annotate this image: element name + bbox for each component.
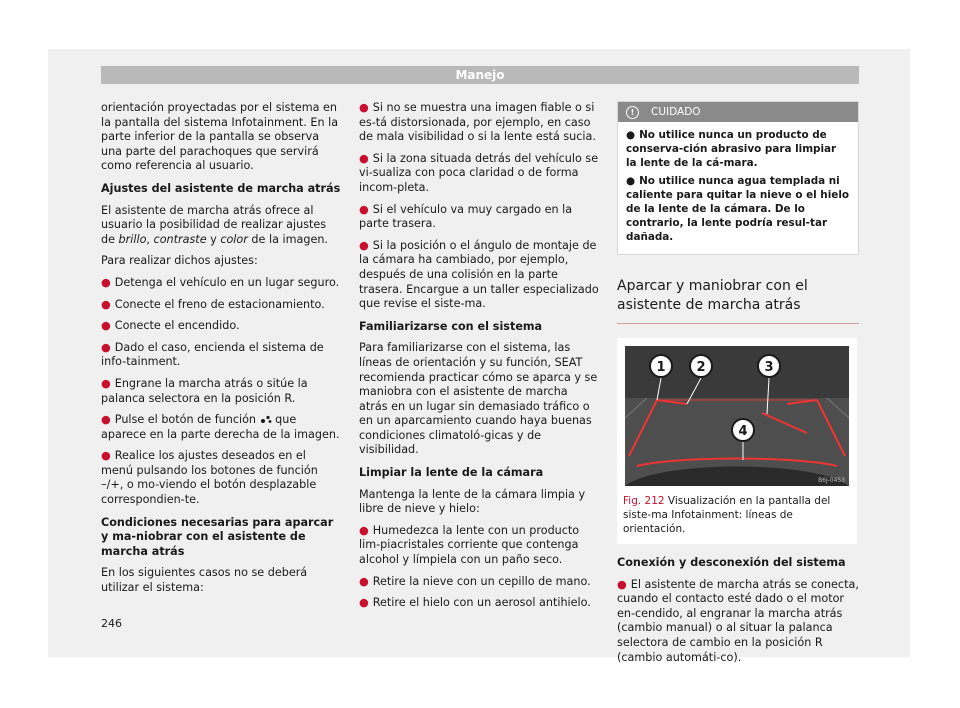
list-text: No utilice nunca agua templada ni caliente para quitar la nieve o el hielo de la lente de la cámara. De lo contrario, la lente podría resul-tar dañada. — [626, 175, 850, 243]
text: de la imagen. — [247, 232, 328, 246]
list-item — [359, 596, 599, 611]
list-text: Si el vehículo va muy cargado en la parte trasera. — [359, 202, 573, 231]
list-text: No utilice nunca un producto de conserva-ción abrasivo para limpiar la lente de la cá-mara. — [626, 129, 837, 169]
list-item — [626, 128, 850, 170]
page-number: 246 — [101, 617, 122, 630]
subheading: Limpiar la lente de la cámara — [359, 466, 544, 480]
paragraph: Para familiarizarse con el sistema, las líneas de orientación y su función, SEAT recomienda practicar cómo se aparca y se maniobra con el asistente de marcha atrás en un lugar sin demasiado tráfico o en un aparcamiento cuando haya buenas condiciones climatoló-gicas y de visibilidad. — [359, 341, 598, 457]
figure — [617, 338, 857, 544]
bullet-icon: ● — [101, 340, 111, 354]
text-italic: brillo — [118, 232, 147, 246]
camera-view-illustration — [617, 338, 857, 490]
list-text: Conecte el freno de estacionamiento. — [114, 297, 325, 311]
column-3 — [617, 101, 859, 672]
callout-2: 2 — [696, 360, 706, 375]
bullet-icon: ● — [101, 275, 111, 289]
bullet-icon: ● — [359, 101, 369, 114]
list-item — [101, 319, 341, 334]
subheading: Ajustes del asistente de marcha atrás — [101, 181, 341, 195]
text: , — [146, 232, 154, 246]
list-item — [359, 203, 599, 232]
callout-1: 1 — [656, 360, 666, 375]
warning-icon: ! — [626, 106, 639, 119]
text-italic: color — [220, 232, 248, 246]
list-item — [101, 276, 341, 291]
list-text: Si no se muestra una imagen fiable o si es-tá distorsionada, por ejemplo, en caso de mala visibilidad o si la lente está sucia. — [359, 101, 596, 144]
caution-header — [618, 102, 858, 122]
list-item — [359, 524, 599, 568]
column-2 — [359, 101, 599, 618]
bullet-icon: ● — [101, 449, 111, 463]
figure-label: Fig. 212 — [623, 495, 665, 507]
bullet-icon: ● — [359, 238, 369, 252]
subheading: Conexión y desconexión del sistema — [617, 556, 846, 569]
list-text: Retire la nieve con un cepillo de mano. — [372, 574, 591, 588]
list-item — [359, 152, 599, 196]
subheading: Condiciones necesarias para aparcar y ma-niobrar con el asistente de marcha atrás — [101, 515, 334, 558]
caption-text: Visualización en la pantalla del siste-ma Infotainment: líneas de orientación. — [623, 495, 831, 535]
figure-code: B6J-0453 — [818, 477, 845, 484]
list-item — [617, 578, 859, 666]
bullet-icon: ● — [626, 175, 636, 187]
list-item — [101, 341, 341, 370]
caution-title: CUIDADO — [651, 106, 701, 118]
bullet-icon: ● — [626, 129, 636, 141]
list-text: Dado el caso, encienda el sistema de info-tainment. — [101, 340, 324, 369]
callout-3: 3 — [764, 360, 774, 375]
list-text: Si la posición o el ángulo de montaje de la cámara ha cambiado, por ejemplo, después de una colisión en la parte trasera. Encargue a un taller especializado que revise el siste-ma. — [359, 238, 599, 311]
list-text: Retire el hielo con un aerosol antihielo. — [372, 596, 591, 610]
list-text: Pulse el botón de función — [114, 413, 260, 427]
caution-box — [617, 101, 859, 255]
list-item — [101, 413, 341, 442]
bullet-icon: ● — [101, 319, 111, 333]
page-header: Manejo — [101, 66, 859, 84]
figure-caption — [617, 490, 857, 544]
list-item — [101, 449, 341, 507]
paragraph: orientación proyectadas por el sistema en la pantalla del sistema Infotainment. En la parte inferior de la pantalla se observa una parte del parachoques que servirá como referencia al usuario. — [101, 101, 339, 173]
section-title: Aparcar y maniobrar con el asistente de marcha atrás — [617, 277, 859, 324]
bullet-icon: ● — [359, 596, 369, 610]
list-item — [101, 377, 341, 406]
list-text: Detenga el vehículo en un lugar seguro. — [114, 275, 340, 289]
bullet-icon: ● — [359, 574, 369, 588]
callout-4: 4 — [738, 424, 748, 439]
bullet-icon: ● — [617, 577, 627, 591]
list-item — [359, 101, 599, 145]
settings-function-icon — [260, 415, 272, 424]
list-item — [626, 174, 850, 244]
list-text: Humedezca la lente con un producto lim-piacristales corriente que contenga alcohol y límpiela con un paño seco. — [359, 523, 580, 567]
list-text: Realice los ajustes deseados en el menú pulsando los botones de función –/+, o mo-viendo el botón desplazable correspondien-te. — [101, 449, 318, 507]
list-text: Si la zona situada detrás del vehículo se vi-sualiza con poca claridad o de forma incom-pleta. — [359, 151, 599, 194]
bullet-icon: ● — [101, 376, 111, 390]
column-1 — [101, 101, 341, 603]
list-text: Conecte el encendido. — [114, 319, 240, 333]
paragraph: Para realizar dichos ajustes: — [101, 254, 258, 268]
text: y — [206, 232, 221, 246]
bullet-icon: ● — [359, 202, 369, 216]
paragraph: Mantenga la lente de la cámara limpia y libre de nieve y hielo: — [359, 487, 586, 516]
subheading: Familiarizarse con el sistema — [359, 319, 543, 333]
bullet-icon: ● — [359, 523, 369, 537]
caution-body — [618, 122, 858, 254]
list-text: Engrane la marcha atrás o sitúe la palanca selectora en la posición R. — [101, 376, 308, 405]
paragraph — [101, 204, 341, 248]
text-italic: contraste — [153, 232, 207, 246]
list-item — [359, 239, 599, 312]
text: El asistente de marcha atrás ofrece al usuario la posibilidad de realizar ajustes de — [101, 203, 327, 246]
list-text: que aparece en la parte derecha de la imagen. — [101, 413, 340, 441]
bullet-icon: ● — [359, 151, 369, 165]
list-item — [101, 298, 341, 313]
bullet-icon: ● — [101, 413, 111, 427]
bullet-icon: ● — [101, 297, 111, 311]
list-text: El asistente de marcha atrás se conecta, cuando el contacto esté dado o el motor en-cendido, al engranar la marcha atrás (cambio manual) o al situar la palanca selectora de cambio en la posición R (cambio automáti-co). — [617, 577, 859, 664]
paragraph: En los siguientes casos no se deberá utilizar el sistema: — [101, 566, 308, 595]
list-item — [359, 575, 599, 590]
